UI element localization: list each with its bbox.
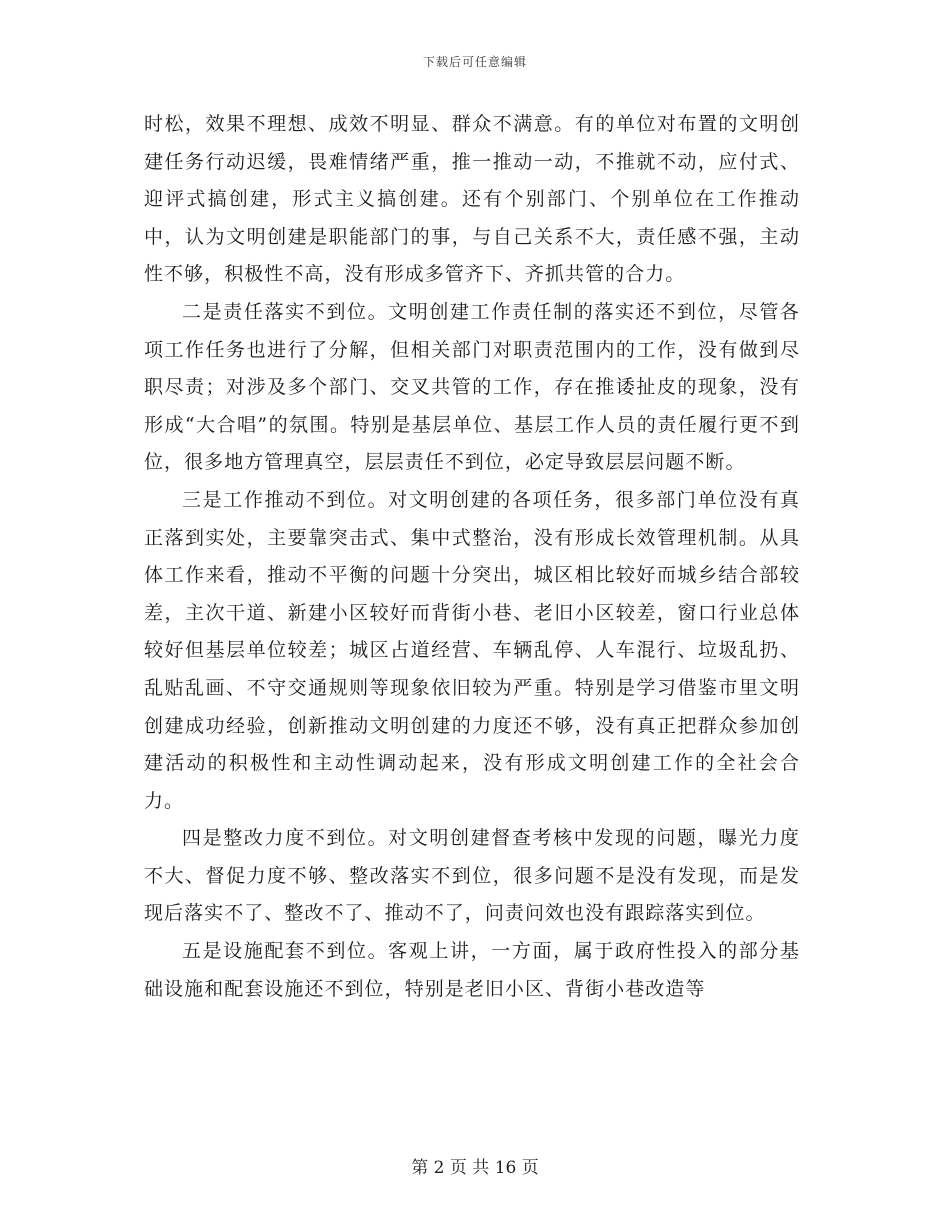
paragraph-work-promotion: 三是工作推动不到位。对文明创建的各项任务，很多部门单位没有真正落到实处，主要靠突击式、集中式整治，没有形成长效管理机制。从具体工作来看，推动不平衡的问题十分突出，城区相比较好而城乡结合部较差，主次干道、新建小区较好而背街小巷、老旧小区较差，窗口行业总体较好但基层单位较差；城区占道经营、车辆乱停、人车混行、垃圾乱扔、乱贴乱画、不守交通规则等现象依旧较为严重。特别是学习借鉴市里文明创建成功经验，创新推动文明创建的力度还不够，没有真正把群众参加创建活动的积极性和主动性调动起来，没有形成文明创建工作的全社会合力。 bbox=[144, 488, 800, 812]
paragraph-facilities: 五是设施配套不到位。客观上讲，一方面，属于政府性投入的部分基础设施和配套设施还不到位，特别是老旧小区、背街小巷改造等 bbox=[144, 940, 800, 1000]
document-body bbox=[144, 106, 800, 1008]
paragraph-responsibility: 二是责任落实不到位。文明创建工作责任制的落实还不到位，尽管各项工作任务也进行了分解，但相关部门对职责范围内的工作，没有做到尽职尽责；对涉及多个部门、交叉共管的工作，存在推诿扯皮的现象，没有形成“大合唱”的氛围。特别是基层单位、基层工作人员的责任履行更不到位，很多地方管理真空，层层责任不到位，必定导致层层问题不断。 bbox=[144, 300, 800, 474]
page-number-footer: 第 2 页 共 16 页 bbox=[411, 1158, 539, 1178]
page-header: 下载后可任意编辑 bbox=[422, 55, 527, 69]
paragraph-rectification: 四是整改力度不到位。对文明创建督查考核中发现的问题，曝光力度不大、督促力度不够、整改落实不到位，很多问题不是没有发现，而是发现后落实不了、整改不了、推动不了，问责问效也没有跟踪落实到位。 bbox=[144, 827, 800, 925]
paragraph-continuation: 时松，效果不理想、成效不明显、群众不满意。有的单位对布置的文明创建任务行动迟缓，畏难情绪严重，推一推动一动，不推就不动，应付式、迎评式搞创建，形式主义搞创建。还有个别部门、个别单位在工作推动中，认为文明创建是职能部门的事，与自己关系不大，责任感不强，主动性不够，积极性不高，没有形成多管齐下、齐抓共管的合力。 bbox=[144, 113, 800, 286]
